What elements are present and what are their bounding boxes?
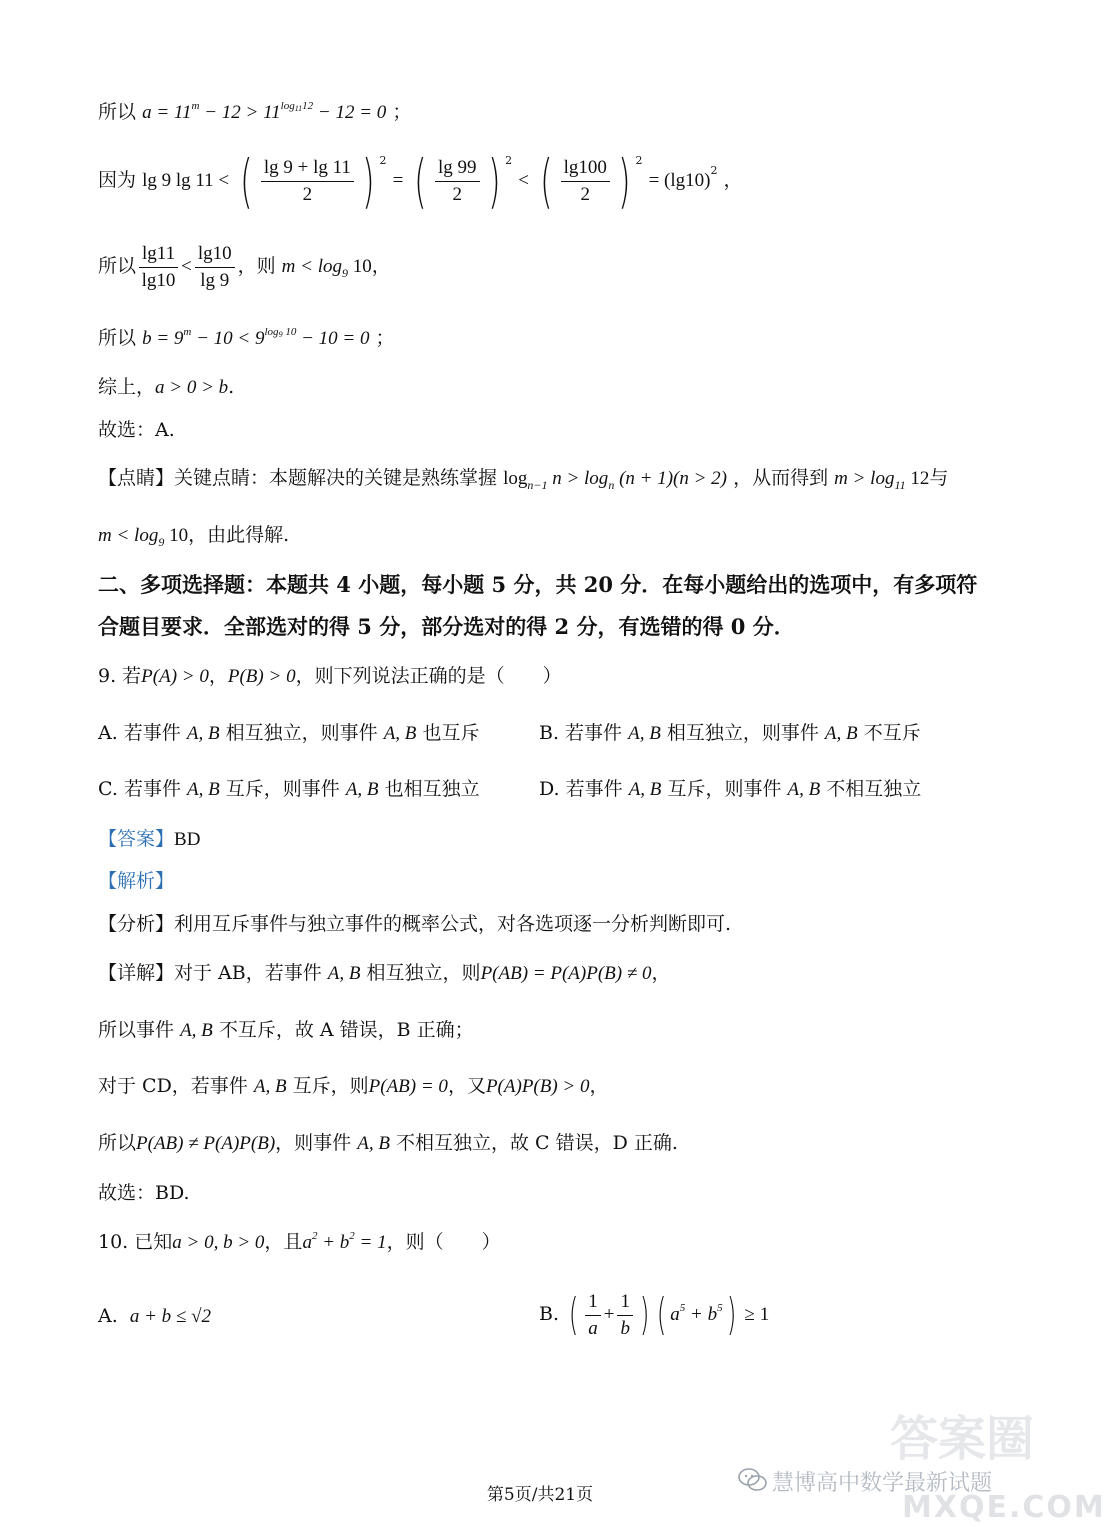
- fraction: $\frac{\lg 9 + \lg 11}{2}$: [261, 155, 354, 208]
- formula: =: [392, 170, 404, 191]
- option-c: C. 若事件 A, B 互斥，则事件 A, B 也相互独立: [98, 778, 480, 800]
- dianjing-line-2: [98, 521, 289, 550]
- formula: $m < \log_9 10$: [98, 525, 189, 549]
- dianjing-line-1: [98, 464, 948, 493]
- text: .: [228, 376, 235, 398]
- text: 所以: [98, 101, 137, 123]
- page-footer: 第5页/共21页: [486, 1485, 594, 1505]
- text: ，: [371, 255, 391, 277]
- watermark-text: 慧博高中数学最新试题: [772, 1471, 993, 1496]
- solution-line-3: [98, 236, 391, 297]
- fraction: $\frac{\lg 99}{2}$: [435, 155, 480, 208]
- option-b: B. 若事件 A, B 相互独立，则事件 A, B 不互斥: [539, 722, 921, 744]
- text: ，: [723, 169, 743, 191]
- fraction: $\frac{\lg 11}{\lg 10}$: [139, 241, 178, 294]
- paren: ): [618, 147, 631, 215]
- section-heading: 二、多项选择题：本题共 4 小题，每小题 5 分，共 20 分．在每小题给出的选项中，有多项符: [98, 572, 978, 597]
- question-9: [98, 662, 562, 691]
- formula: $a = 11^m - 12 > 11^{log_{11}12} - 12 = 0$: [142, 100, 387, 123]
- solution-line-6: 故选：A.: [98, 419, 175, 441]
- text: ；: [392, 101, 412, 123]
- section-heading-2: 合题目要求．全部选对的得 5 分，部分选对的得 2 分，有选错的得 0 分．: [98, 614, 795, 639]
- option-a: A. 若事件 A, B 相互独立，则事件 A, B 也互斥: [98, 722, 480, 744]
- formula: = (lg10): [648, 170, 711, 191]
- formula: P(A) > 0: [141, 666, 209, 687]
- q10-option-a: A. a + b ≤ √2: [98, 1305, 212, 1327]
- formula: $m < \log_9 10$: [281, 256, 372, 280]
- formula: <: [518, 170, 529, 191]
- formula: <: [181, 256, 192, 277]
- xiangjie-5: 故选：BD.: [98, 1182, 190, 1204]
- solution-line-4: [98, 324, 395, 353]
- xiangjie-2: 所以事件 A, B 不互斥，故 A 错误，B 正确；: [98, 1019, 474, 1041]
- paren: (: [540, 147, 553, 215]
- jiexi-tag: 【解析】: [98, 870, 175, 892]
- text: 综上，: [98, 376, 156, 398]
- fraction: $\frac{\lg 100}{2}$: [561, 155, 610, 208]
- text: 因为: [98, 169, 137, 191]
- paren: ): [362, 147, 375, 215]
- option-d: D. 若事件 A, B 互斥，则事件 A, B 不相互独立: [539, 778, 922, 800]
- paren: (: [414, 147, 427, 215]
- fenxi: 【分析】利用互斥事件与独立事件的概率公式，对各选项逐一分析判断即可.: [98, 913, 732, 935]
- text: ，由此得解.: [188, 524, 290, 546]
- fraction: $\frac{\lg 10}{\lg 9}$: [195, 241, 235, 294]
- paren: (: [240, 147, 253, 215]
- formula: lg 9 lg 11 <: [142, 170, 230, 191]
- answer-value: BD: [174, 829, 201, 850]
- paren: ): [487, 147, 501, 215]
- text: 所以: [98, 327, 137, 349]
- text: ，: [208, 665, 228, 687]
- text: ，则下列说法正确的是（ ）: [295, 665, 562, 687]
- q10-option-b: B. ( $\frac{1}{a}$ + $\frac{1}{b}$ ) ( $a^5 + b^5) \ge 1$: [539, 1289, 770, 1340]
- formula: $\log_{n-1} n > \log_n (n + 1)(n > 2)$: [503, 468, 728, 492]
- formula: P(B) > 0: [227, 666, 296, 687]
- formula: a > 0 > b: [155, 377, 229, 398]
- text: 与: [929, 467, 949, 489]
- text: 【点睛】关键点睛：本题解决的关键是熟练掌握: [98, 467, 498, 489]
- xiangjie-1: 【详解】对于 AB，若事件 A, B 相互独立，则P(AB) = P(A)P(B) ≠ 0，: [98, 962, 671, 984]
- solution-line-2: 因为 lg 9 lg 11 < ( $\frac{\lg 9 + \lg 11}{2}$ ) $^2$ = ( $\frac{\lg 99}{2}$ ) $^2$ < ( $\frac{\lg 100}{2}$ ) $^2 = (\lg 10)^2$ ，: [98, 147, 743, 215]
- formula: $m > \log_{11} 12$: [834, 468, 930, 492]
- watermark-stamp: 答案圈: [890, 1411, 1035, 1467]
- text: ，从而得到: [733, 467, 829, 489]
- formula: $b = 9^m - 10 < 9^{log_9 10} - 10 = 0$: [142, 326, 370, 349]
- text: ；: [375, 327, 395, 349]
- watermark-site: MXQE.COM: [902, 1490, 1106, 1525]
- answer-tag: 【答案】: [98, 828, 175, 850]
- xiangjie-4: 所以P(AB) ≠ P(A)P(B)，则事件 A, B 不相互独立，故 C 错误，D 正确.: [98, 1132, 678, 1154]
- text: 所以: [98, 255, 137, 277]
- solution-line-1: [98, 98, 411, 127]
- question-10: 10. 已知a > 0, b > 0，且$a^2 + b^2 = 1$，则（ ）: [98, 1230, 501, 1253]
- xiangjie-3: 对于 CD，若事件 A, B 互斥，则P(AB) = 0，又P(A)P(B) > 0，: [98, 1075, 609, 1097]
- text: 9. 若: [98, 665, 142, 687]
- answer: [98, 825, 200, 854]
- text: ，则: [237, 255, 276, 277]
- solution-line-5: [98, 373, 234, 402]
